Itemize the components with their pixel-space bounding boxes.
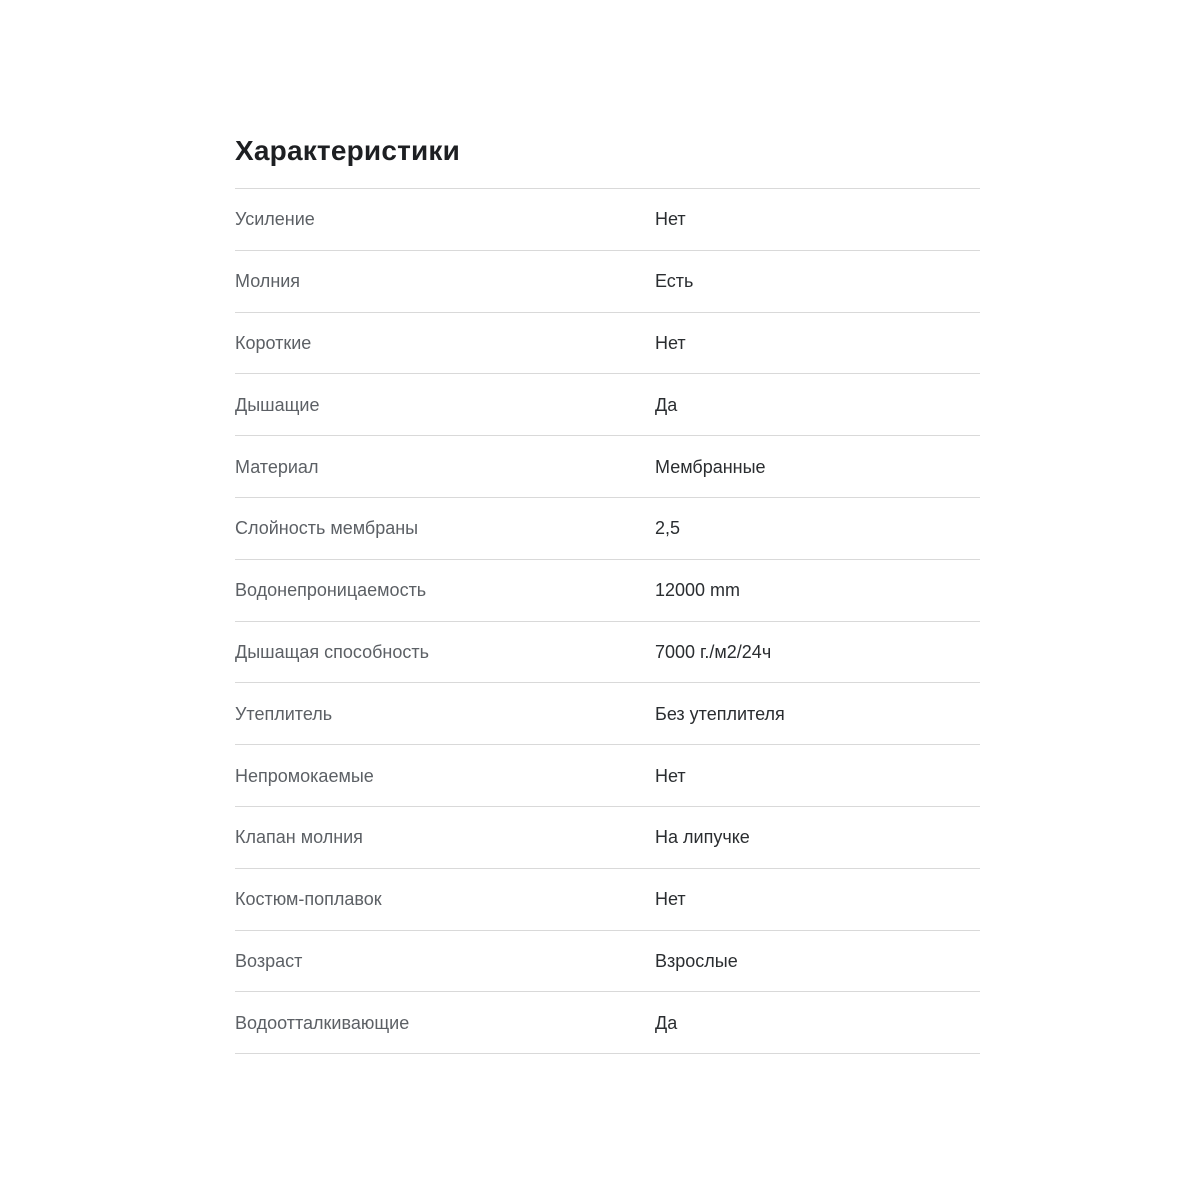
- spec-row: [235, 622, 980, 684]
- specs-table: [235, 188, 980, 1054]
- spec-row: [235, 560, 980, 622]
- spec-row: [235, 374, 980, 436]
- spec-value: Без утеплителя: [655, 703, 785, 724]
- spec-label: Дышащие: [235, 394, 320, 415]
- spec-value: Нет: [655, 209, 686, 230]
- spec-label: Дышащая способность: [235, 641, 430, 662]
- spec-value: На липучке: [655, 827, 750, 848]
- spec-label: Слойность мембраны: [235, 518, 419, 539]
- spec-value: Да: [655, 1012, 678, 1033]
- spec-label: Утеплитель: [235, 703, 333, 724]
- spec-row: [235, 869, 980, 931]
- spec-row: [235, 498, 980, 560]
- spec-label: Водонепроницаемость: [235, 580, 427, 601]
- spec-row: [235, 313, 980, 375]
- spec-row: [235, 992, 980, 1054]
- spec-label: Молния: [235, 271, 301, 292]
- spec-row: [235, 436, 980, 498]
- spec-row: [235, 931, 980, 993]
- spec-row: [235, 251, 980, 313]
- section-title: Характеристики: [235, 135, 461, 166]
- spec-row: [235, 189, 980, 251]
- spec-value: Мембранные: [655, 456, 766, 477]
- spec-value: 7000 г./м2/24ч: [655, 641, 772, 662]
- specs-section: [235, 136, 980, 1054]
- spec-value: Нет: [655, 765, 686, 786]
- spec-value: Есть: [655, 271, 694, 292]
- spec-label: Водоотталкивающие: [235, 1012, 410, 1033]
- spec-row: [235, 683, 980, 745]
- spec-label: Костюм-поплавок: [235, 889, 382, 910]
- spec-label: Усиление: [235, 209, 315, 230]
- spec-value: Нет: [655, 332, 686, 353]
- spec-row: [235, 807, 980, 869]
- spec-label: Материал: [235, 456, 319, 477]
- spec-label: Возраст: [235, 950, 303, 971]
- spec-row: [235, 745, 980, 807]
- spec-label: Короткие: [235, 332, 312, 353]
- spec-value: Да: [655, 394, 678, 415]
- spec-value: 2,5: [655, 518, 681, 539]
- spec-value: Взрослые: [655, 950, 738, 971]
- spec-label: Непромокаемые: [235, 765, 374, 786]
- spec-value: Нет: [655, 889, 686, 910]
- spec-label: Клапан молния: [235, 827, 363, 848]
- spec-value: 12000 mm: [655, 580, 741, 601]
